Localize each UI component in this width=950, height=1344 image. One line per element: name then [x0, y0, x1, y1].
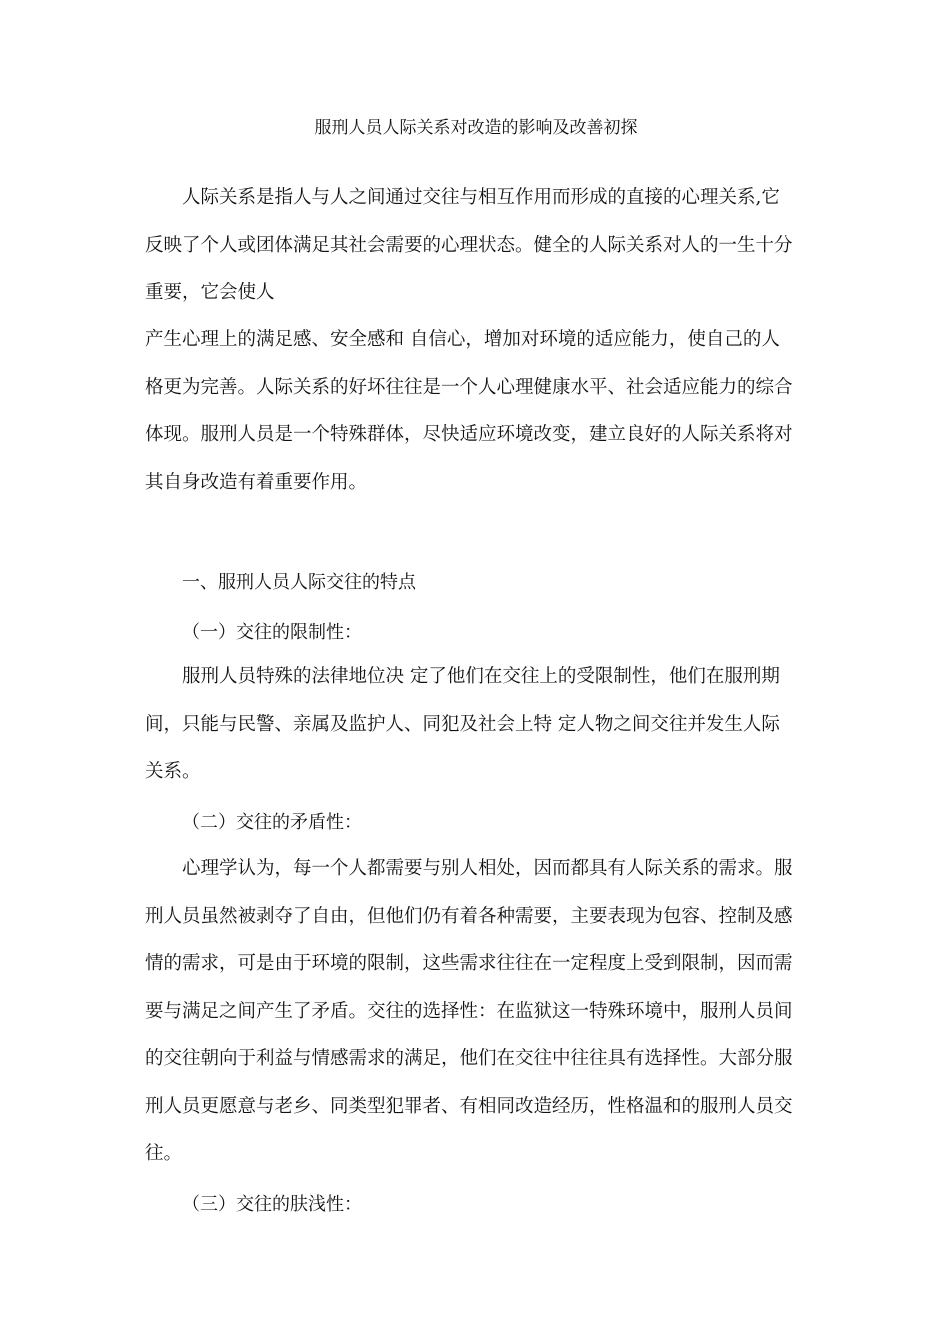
text-line: 服刑人员特殊的法律地位决 定了他们在交往上的受限制性，他们在服刑期: [182, 666, 780, 687]
text-line: 要与满足之间产生了矛盾。交往的选择性：在监狱这一特殊环境中，服刑人员间: [145, 1000, 793, 1022]
text-line: 其自身改造有着重要作用。: [145, 471, 368, 493]
intro-continued-paragraph: [145, 316, 807, 506]
intro-paragraph: [145, 174, 807, 317]
text-line: 关系。: [145, 761, 201, 782]
text-line: 刑人员更愿意与老乡、同类型犯罪者、有相同改造经历，性格温和的服刑人员交: [145, 1095, 793, 1117]
subsection-paragraph: [145, 653, 807, 796]
text-line: 间，只能与民警、亲属及监护人、同犯及社会上特 定人物之间交往并发生人际: [145, 713, 780, 735]
text-line: 体现。服刑人员是一个特殊群体，尽快适应环境改变，建立良好的人际关系将对: [145, 424, 793, 445]
text-line: 心理学认为，每一个人都需要与别人相处，因而都具有人际关系的需求。服: [182, 858, 793, 879]
text-line: 重要，它会使人: [145, 282, 275, 303]
text-line: 格更为完善。人际关系的好坏往往是一个人心理健康水平、社会适应能力的综合: [145, 376, 793, 398]
subsection-heading: （一）交往的限制性：: [182, 622, 362, 643]
text-line: 刑人员虽然被剥夺了自由，但他们仍有着各种需要，主要表现为包容、控制及感: [145, 905, 793, 927]
text-line: 情的需求，可是由于环境的限制，这些需求往往在一定程度上受到限制，因而需: [145, 953, 793, 974]
text-line: 人际关系是指人与人之间通过交往与相互作用而形成的直接的心理关系,它: [182, 187, 780, 208]
text-line: 的交往朝向于利益与情感需求的满足，他们在交往中往往具有选择性。大部分服: [145, 1048, 793, 1069]
subsection-heading: （三）交往的肤浅性：: [182, 1194, 362, 1215]
subsection-paragraph: [145, 845, 807, 1178]
text-line: 反映了个人或团体满足其社会需要的心理状态。健全的人际关系对人的一生十分: [145, 234, 793, 256]
section-heading: 一、服刑人员人际交往的特点: [182, 572, 416, 593]
text-line: 往。: [145, 1143, 183, 1164]
text-line: 产生心理上的满足感、安全感和 自信心，增加对环境的适应能力，使自己的人: [145, 329, 780, 350]
subsection-heading: （二）交往的矛盾性：: [182, 812, 362, 833]
document-title: 服刑人员人际关系对改造的影响及改善初探: [314, 118, 638, 138]
